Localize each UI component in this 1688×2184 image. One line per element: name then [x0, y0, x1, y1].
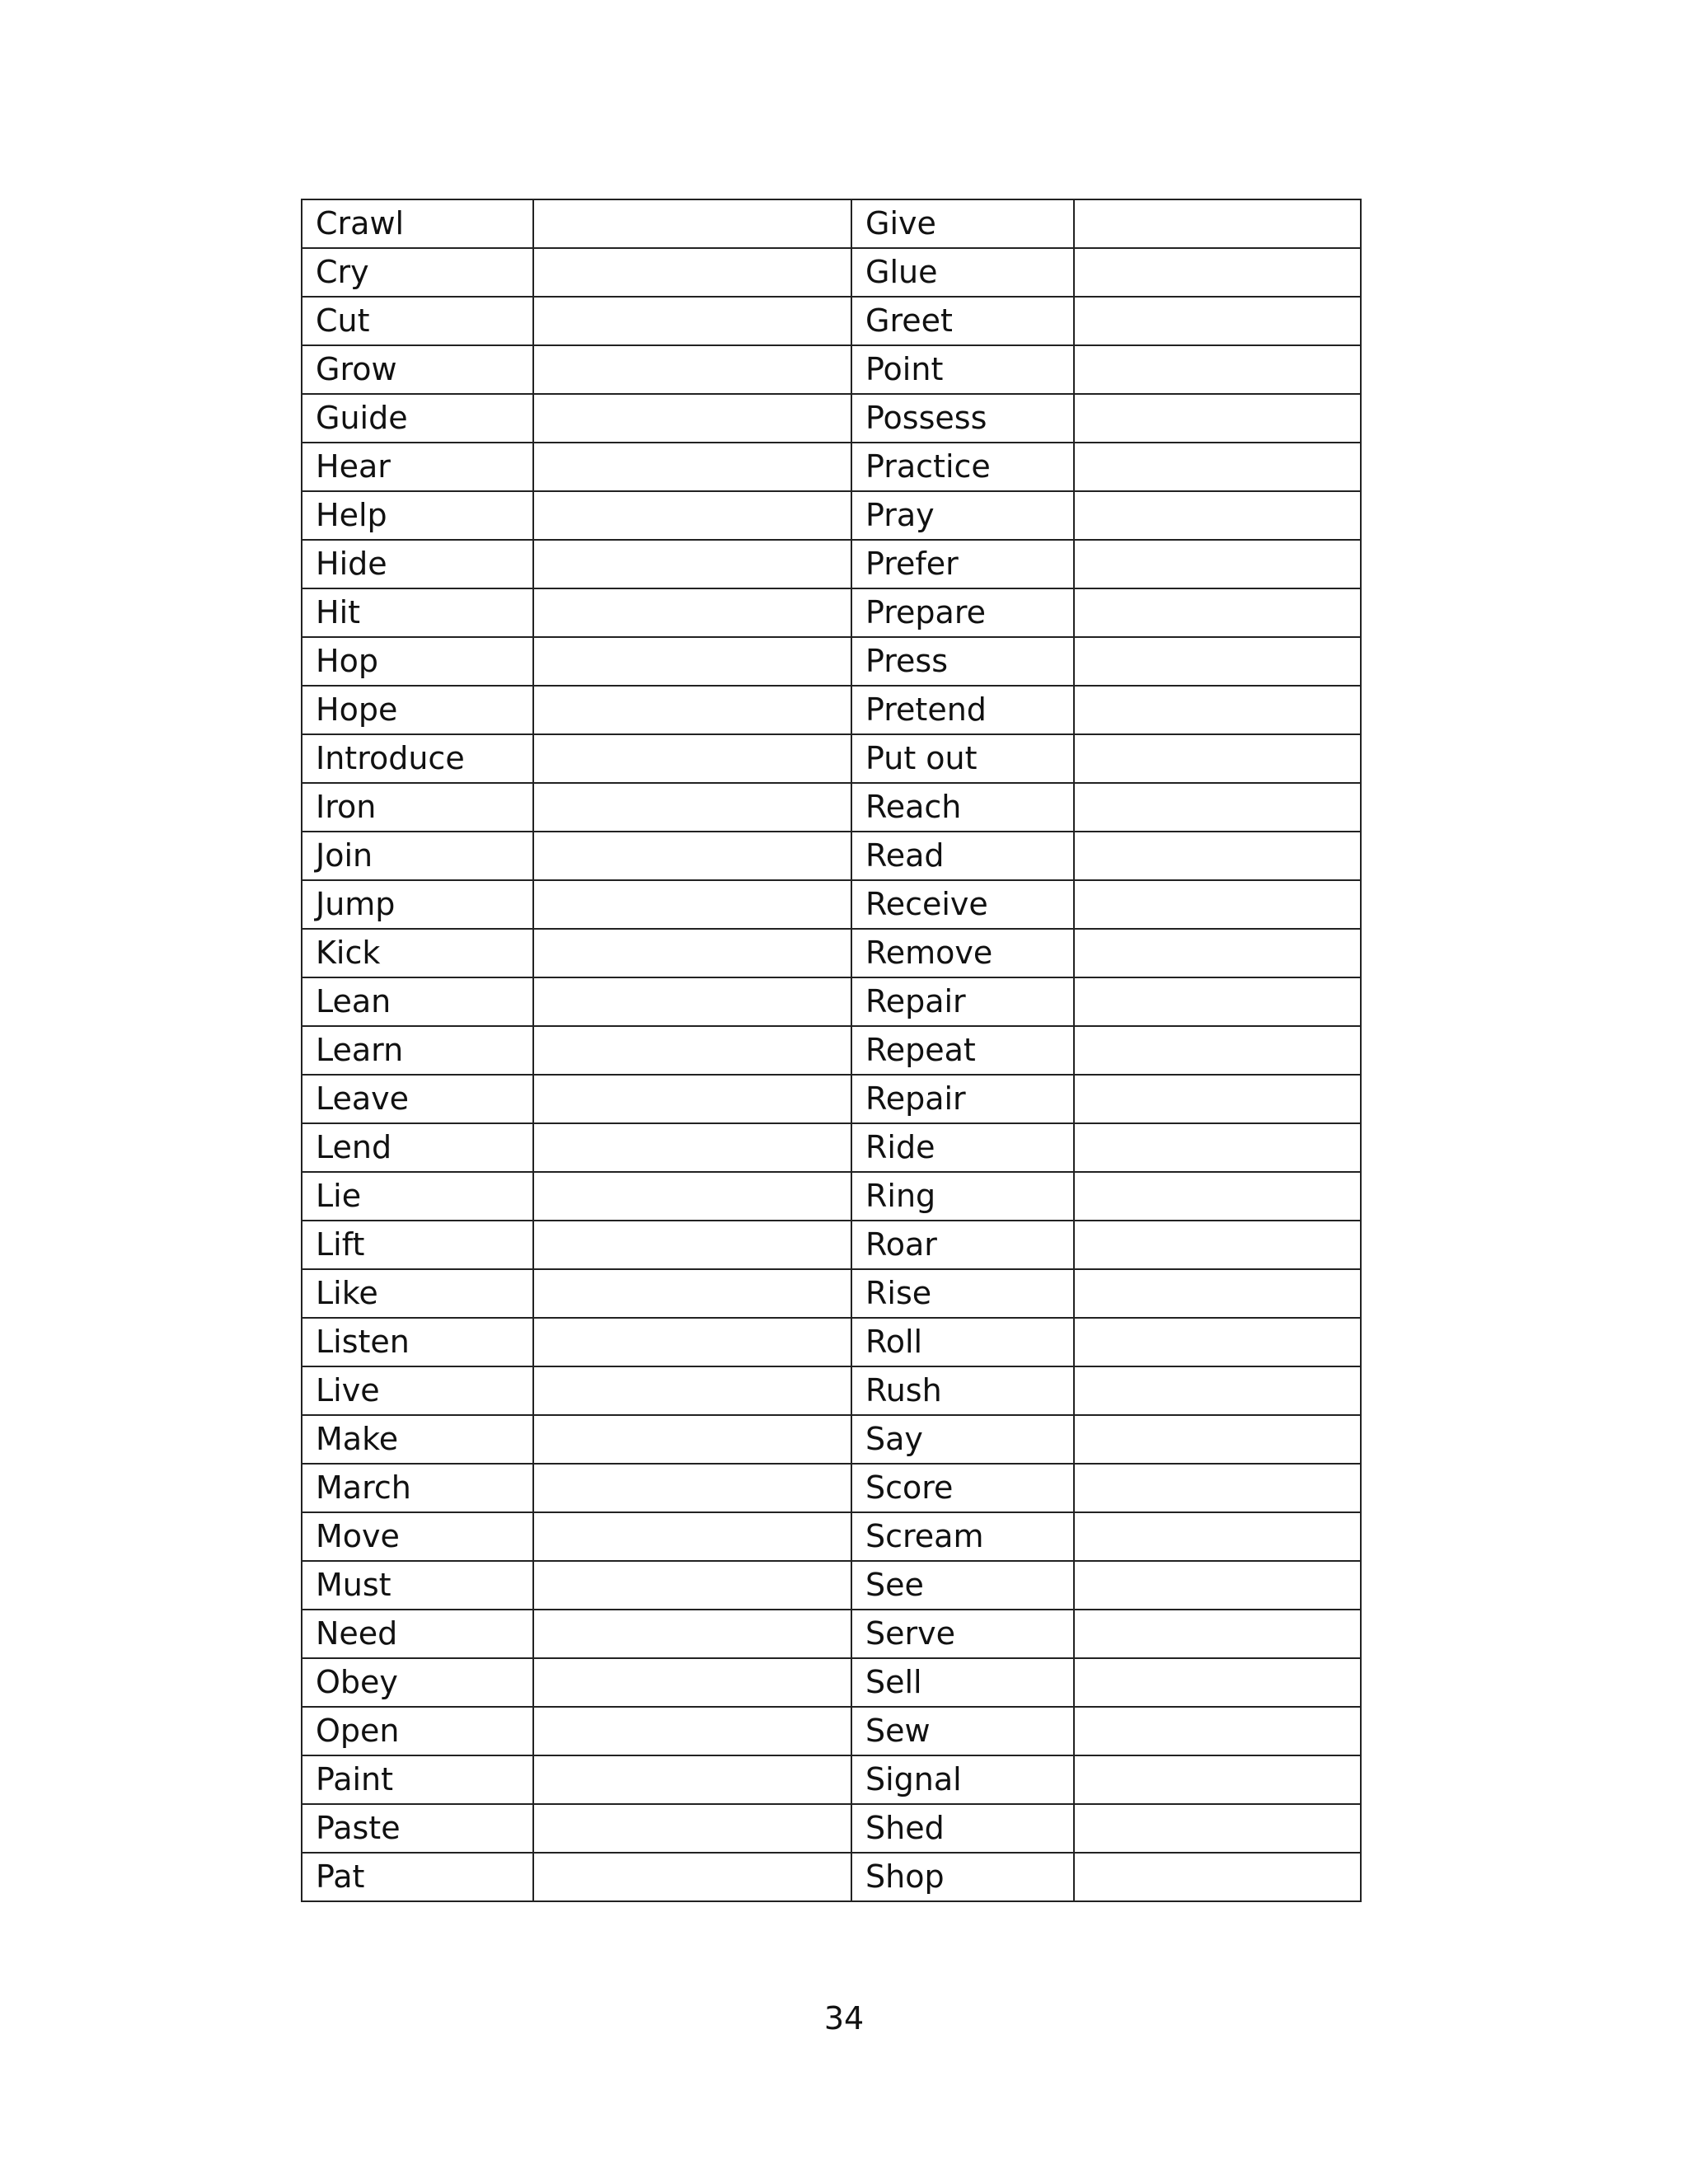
blank-answer-cell [533, 1512, 851, 1561]
table-row [302, 1464, 1361, 1512]
blank-answer-cell [533, 1804, 851, 1853]
blank-answer-cell [533, 1172, 851, 1221]
blank-answer-cell [533, 1707, 851, 1755]
table-row [302, 297, 1361, 345]
blank-answer-cell [533, 880, 851, 929]
blank-answer-cell [533, 1269, 851, 1318]
word-cell: Point [851, 345, 1074, 394]
blank-answer-cell [1074, 443, 1361, 491]
word-cell: See [851, 1561, 1074, 1610]
table-row [302, 1415, 1361, 1464]
blank-answer-cell [1074, 1415, 1361, 1464]
blank-answer-cell [533, 783, 851, 832]
word-cell: Glue [851, 248, 1074, 297]
blank-answer-cell [1074, 686, 1361, 734]
table-row [302, 345, 1361, 394]
word-cell: Repeat [851, 1026, 1074, 1075]
table-row [302, 1221, 1361, 1269]
blank-answer-cell [1074, 1026, 1361, 1075]
table-row [302, 1318, 1361, 1366]
word-cell: Read [851, 832, 1074, 880]
table-row [302, 783, 1361, 832]
blank-answer-cell [533, 977, 851, 1026]
blank-answer-cell [1074, 199, 1361, 248]
blank-answer-cell [533, 929, 851, 977]
blank-answer-cell [1074, 832, 1361, 880]
table-row [302, 491, 1361, 540]
word-cell: Pray [851, 491, 1074, 540]
blank-answer-cell [533, 394, 851, 443]
blank-answer-cell [533, 443, 851, 491]
blank-answer-cell [533, 1464, 851, 1512]
blank-answer-cell [533, 1561, 851, 1610]
word-cell: Remove [851, 929, 1074, 977]
word-cell: Grow [302, 345, 533, 394]
table-row [302, 1561, 1361, 1610]
blank-answer-cell [533, 1415, 851, 1464]
blank-answer-cell [1074, 734, 1361, 783]
blank-answer-cell [1074, 880, 1361, 929]
blank-answer-cell [1074, 1318, 1361, 1366]
table-row [302, 1707, 1361, 1755]
word-cell: Need [302, 1610, 533, 1658]
table-row [302, 929, 1361, 977]
word-cell: Signal [851, 1755, 1074, 1804]
word-cell: Repair [851, 977, 1074, 1026]
word-cell: Hide [302, 540, 533, 588]
word-cell: Roar [851, 1221, 1074, 1269]
word-cell: Open [302, 1707, 533, 1755]
word-cell: March [302, 1464, 533, 1512]
blank-answer-cell [1074, 1366, 1361, 1415]
table-row [302, 1853, 1361, 1901]
blank-answer-cell [1074, 1561, 1361, 1610]
table-row [302, 1172, 1361, 1221]
table-row [302, 394, 1361, 443]
table-row [302, 1804, 1361, 1853]
word-cell: Sew [851, 1707, 1074, 1755]
blank-answer-cell [533, 1853, 851, 1901]
word-cell: Leave [302, 1075, 533, 1123]
word-cell: Hit [302, 588, 533, 637]
word-cell: Receive [851, 880, 1074, 929]
blank-answer-cell [533, 297, 851, 345]
word-cell: Hop [302, 637, 533, 686]
blank-answer-cell [533, 734, 851, 783]
blank-answer-cell [533, 686, 851, 734]
table-row [302, 832, 1361, 880]
blank-answer-cell [533, 1221, 851, 1269]
blank-answer-cell [1074, 491, 1361, 540]
blank-answer-cell [533, 1123, 851, 1172]
word-cell: Introduce [302, 734, 533, 783]
blank-answer-cell [1074, 1755, 1361, 1804]
blank-answer-cell [1074, 1075, 1361, 1123]
word-cell: Help [302, 491, 533, 540]
word-cell: Move [302, 1512, 533, 1561]
word-cell: Reach [851, 783, 1074, 832]
table-row [302, 977, 1361, 1026]
blank-answer-cell [1074, 1610, 1361, 1658]
word-cell: Serve [851, 1610, 1074, 1658]
blank-answer-cell [533, 1610, 851, 1658]
word-cell: Lend [302, 1123, 533, 1172]
blank-answer-cell [533, 1658, 851, 1707]
word-cell: Shop [851, 1853, 1074, 1901]
word-cell: Give [851, 199, 1074, 248]
word-cell: Iron [302, 783, 533, 832]
blank-answer-cell [1074, 1707, 1361, 1755]
table-row [302, 1123, 1361, 1172]
word-cell: Prefer [851, 540, 1074, 588]
word-cell: Cry [302, 248, 533, 297]
table-row [302, 1269, 1361, 1318]
word-cell: Rise [851, 1269, 1074, 1318]
word-cell: Make [302, 1415, 533, 1464]
blank-answer-cell [1074, 1658, 1361, 1707]
blank-answer-cell [533, 1755, 851, 1804]
blank-answer-cell [1074, 394, 1361, 443]
blank-answer-cell [533, 491, 851, 540]
word-cell: Live [302, 1366, 533, 1415]
table-row [302, 1755, 1361, 1804]
word-cell: Score [851, 1464, 1074, 1512]
blank-answer-cell [1074, 1853, 1361, 1901]
word-cell: Scream [851, 1512, 1074, 1561]
word-cell: Press [851, 637, 1074, 686]
word-cell: Like [302, 1269, 533, 1318]
word-cell: Practice [851, 443, 1074, 491]
word-table [301, 199, 1362, 1902]
blank-answer-cell [533, 1366, 851, 1415]
table-row [302, 1610, 1361, 1658]
word-cell: Paste [302, 1804, 533, 1853]
table-row [302, 1658, 1361, 1707]
word-table-body [302, 199, 1361, 1901]
word-cell: Crawl [302, 199, 533, 248]
blank-answer-cell [533, 588, 851, 637]
blank-answer-cell [1074, 297, 1361, 345]
word-cell: Put out [851, 734, 1074, 783]
word-cell: Lift [302, 1221, 533, 1269]
word-cell: Rush [851, 1366, 1074, 1415]
word-cell: Shed [851, 1804, 1074, 1853]
word-cell: Kick [302, 929, 533, 977]
word-cell: Listen [302, 1318, 533, 1366]
word-cell: Ride [851, 1123, 1074, 1172]
blank-answer-cell [1074, 637, 1361, 686]
blank-answer-cell [1074, 1221, 1361, 1269]
word-cell: Greet [851, 297, 1074, 345]
word-cell: Sell [851, 1658, 1074, 1707]
blank-answer-cell [533, 199, 851, 248]
blank-answer-cell [533, 248, 851, 297]
table-row [302, 199, 1361, 248]
word-cell: Paint [302, 1755, 533, 1804]
blank-answer-cell [1074, 1804, 1361, 1853]
word-cell: Roll [851, 1318, 1074, 1366]
page-number: 34 [823, 2000, 865, 2036]
word-cell: Say [851, 1415, 1074, 1464]
table-row [302, 1512, 1361, 1561]
word-cell: Repair [851, 1075, 1074, 1123]
blank-answer-cell [1074, 1512, 1361, 1561]
word-cell: Join [302, 832, 533, 880]
word-cell: Pretend [851, 686, 1074, 734]
word-cell: Ring [851, 1172, 1074, 1221]
blank-answer-cell [1074, 248, 1361, 297]
word-cell: Guide [302, 394, 533, 443]
word-cell: Lie [302, 1172, 533, 1221]
word-cell: Must [302, 1561, 533, 1610]
blank-answer-cell [1074, 1464, 1361, 1512]
blank-answer-cell [533, 832, 851, 880]
blank-answer-cell [1074, 977, 1361, 1026]
blank-answer-cell [533, 345, 851, 394]
blank-answer-cell [1074, 783, 1361, 832]
blank-answer-cell [1074, 1269, 1361, 1318]
table-row [302, 880, 1361, 929]
blank-answer-cell [533, 1026, 851, 1075]
table-row [302, 443, 1361, 491]
blank-answer-cell [533, 1318, 851, 1366]
blank-answer-cell [1074, 929, 1361, 977]
word-cell: Hear [302, 443, 533, 491]
blank-answer-cell [1074, 345, 1361, 394]
table-row [302, 588, 1361, 637]
word-cell: Obey [302, 1658, 533, 1707]
word-cell: Pat [302, 1853, 533, 1901]
table-row [302, 734, 1361, 783]
blank-answer-cell [1074, 588, 1361, 637]
table-row [302, 1075, 1361, 1123]
table-row [302, 540, 1361, 588]
table-row [302, 248, 1361, 297]
word-cell: Jump [302, 880, 533, 929]
table-row [302, 1366, 1361, 1415]
blank-answer-cell [533, 1075, 851, 1123]
table-row [302, 637, 1361, 686]
word-cell: Lean [302, 977, 533, 1026]
table-row [302, 686, 1361, 734]
word-cell: Cut [302, 297, 533, 345]
table-row [302, 1026, 1361, 1075]
word-cell: Prepare [851, 588, 1074, 637]
word-cell: Hope [302, 686, 533, 734]
blank-answer-cell [1074, 1172, 1361, 1221]
blank-answer-cell [1074, 1123, 1361, 1172]
blank-answer-cell [533, 637, 851, 686]
blank-answer-cell [1074, 540, 1361, 588]
word-cell: Learn [302, 1026, 533, 1075]
blank-answer-cell [533, 540, 851, 588]
word-cell: Possess [851, 394, 1074, 443]
